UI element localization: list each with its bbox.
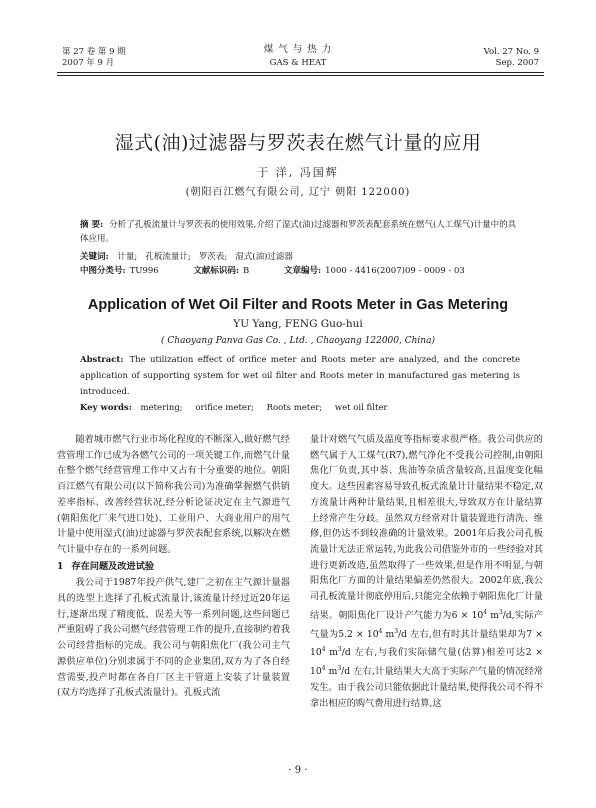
keyword-cn: 罗茨表; — [198, 252, 228, 262]
doc-code-value: B — [243, 266, 250, 276]
body-left-column — [57, 432, 290, 701]
affiliation-en: ( Chaoyang Panva Gas Co. , Ltd. , Chaoyang 122000, China) — [161, 336, 435, 346]
body-paragraph: 我公司于1987年投产供气,建厂之初在主气源计量器具的选型上选择了孔板式流量计,该流量计经过近20年运行,逐渐出现了精度低、误差大等一系列问题,这些问题已严重阻碍了我公司燃气经营管理工作的提升,直接制约着我公司经营指标的完成。我公司与朝阳焦化厂(我公司主气源供应单位)分别隶属于不同的企业集团,双方为了各自经营需要,投产时都在各自厂区主干管道上安装了计量装置(双方均选择了孔板式流量计)。孔板式流 — [57, 577, 290, 699]
abstract-cn — [80, 218, 520, 246]
abstract-en — [80, 352, 520, 400]
keyword-en: wet oil filter — [334, 403, 388, 413]
header-rule-thin — [57, 75, 544, 76]
body-right-column — [310, 432, 543, 711]
keyword-cn: 计量; — [117, 252, 138, 262]
authors-en: YU Yang, FENG Guo-hui — [233, 318, 363, 330]
abstract-cn-text: 分析了孔板流量计与罗茨表的使用效果,介绍了湿式(油)过滤器和罗茨表配套系统在燃气(人工煤气)计量中的具体应用。 — [80, 220, 517, 244]
clc-value: TU996 — [129, 266, 159, 276]
paper-title-cn: 湿式(油)过滤器与罗茨表在燃气计量的应用 — [114, 132, 482, 154]
journal-volume-en: Vol. 27 No. 9 — [483, 47, 539, 57]
journal-title-cn: 煤 气 与 热 力 — [263, 44, 333, 55]
journal-title-en: GAS & HEAT — [269, 58, 327, 68]
abstract-cn-label: 摘 要: — [80, 220, 104, 230]
body-paragraph: 随着城市燃气行业市场化程度的不断深入,做好燃气经营管理工作已成为各燃气公司的一项关键工作,而燃气计量在整个燃气经营管理工作中又占有十分重要的地位。朝阳百江燃气有限公司(以下简称我公司)为准确掌握燃气供销差率指标、改善经营状况,经分析论证决定在主气源进气(朝阳焦化厂来气进口处)、工业用户、大商业用户的用气计量中使用湿式(油)过滤器与罗茨表配套系统,以解决在燃气计量中存在的一系列问题。 — [57, 434, 290, 555]
keywords-en-label: Key words: — [80, 403, 132, 413]
body-paragraph: 量计对燃气气质及温度等指标要求很严格。我公司供应的燃气属于人工煤气(R7),燃气净化不受我公司控制,由朝阳焦化厂负责,其中萘、焦油等杂质含量较高,且温度变化幅度大。这些因素容易导致孔板式流量计计量结果不稳定,双方流量计两种计量结果,且相差很大,导致双方在计量结算上经常产生分歧。虽然双方经常对计量装置进行清洗、维修,但仍达不到较准确的计量效果。2001年后我公司孔板流量计无法正常运转,为此我公司借鉴外市的一些经验对其进行更新改造,虽然取得了一些效果,但是作用不明显,与朝阳焦化厂方面的计量结果偏差仍然很大。2002年底,我公司孔板流量计彻底停用后,只能完全依赖于朝阳焦化厂计量结果。朝阳焦化厂设计产气能力为$6 \times 10^4$ $m^3/d$,实际产气量为$5.2 \times 10^4$ $m^3/d$ 左右,但有时其计量结果却为$7 \times 10^4$ $m^3/d$ 左右,与我们实际储气量(估算)相差可达$2 \times 10^4$ $m^3/d$ 左右,计量结果大大高于实际产气量的情况经常发生。由于我公司只能依据此计量结果,使得我公司不得不拿出相应的购气费用进行结算,这 — [310, 434, 544, 709]
keywords-cn — [80, 250, 520, 264]
paper-title-en: Application of Wet Oil Filter and Roots Meter in Gas Metering — [87, 297, 509, 313]
abstract-en-label: Abstract: — [80, 355, 124, 365]
keyword-en: Roots meter; — [266, 403, 323, 413]
affiliation-cn: (朝阳百江燃气有限公司, 辽宁 朝阳 122000) — [185, 187, 411, 198]
keywords-en — [80, 402, 520, 414]
keywords-cn-label: 关键词: — [80, 252, 109, 262]
keyword-en: metering; — [140, 403, 183, 413]
authors-cn: 于 洋, 冯国辉 — [257, 166, 339, 179]
keyword-cn: 孔板流量计; — [145, 252, 191, 262]
journal-volume-issue: 第 27 卷 第 9 期 — [62, 47, 126, 57]
journal-date-en: Sep. 2007 — [495, 58, 539, 68]
journal-date: 2007 年 9 月 — [62, 58, 115, 68]
page-number: · 9 · — [288, 765, 308, 776]
doc-code-label: 文献标识码: — [193, 266, 240, 276]
section-heading — [57, 559, 290, 575]
section-number: 1 — [57, 560, 64, 572]
clc-label: 中图分类号: — [80, 266, 126, 276]
keyword-en: orifice meter; — [195, 403, 254, 413]
abstract-en-text: The utilization effect of orifice meter and Roots meter are analyzed, and the concrete application of supporting system for wet oil filter and Roots meter in manufactured gas metering is introduced. — [80, 355, 520, 397]
section-title: 存在问题及改进试验 — [71, 560, 155, 572]
classification-line — [80, 265, 520, 277]
article-no-value: 1000 - 4416(2007)09 - 0009 - 03 — [325, 266, 465, 276]
article-no-label: 文章编号: — [284, 266, 322, 276]
header-rule — [57, 72, 544, 73]
keyword-cn: 湿式(油)过滤器 — [235, 252, 293, 262]
